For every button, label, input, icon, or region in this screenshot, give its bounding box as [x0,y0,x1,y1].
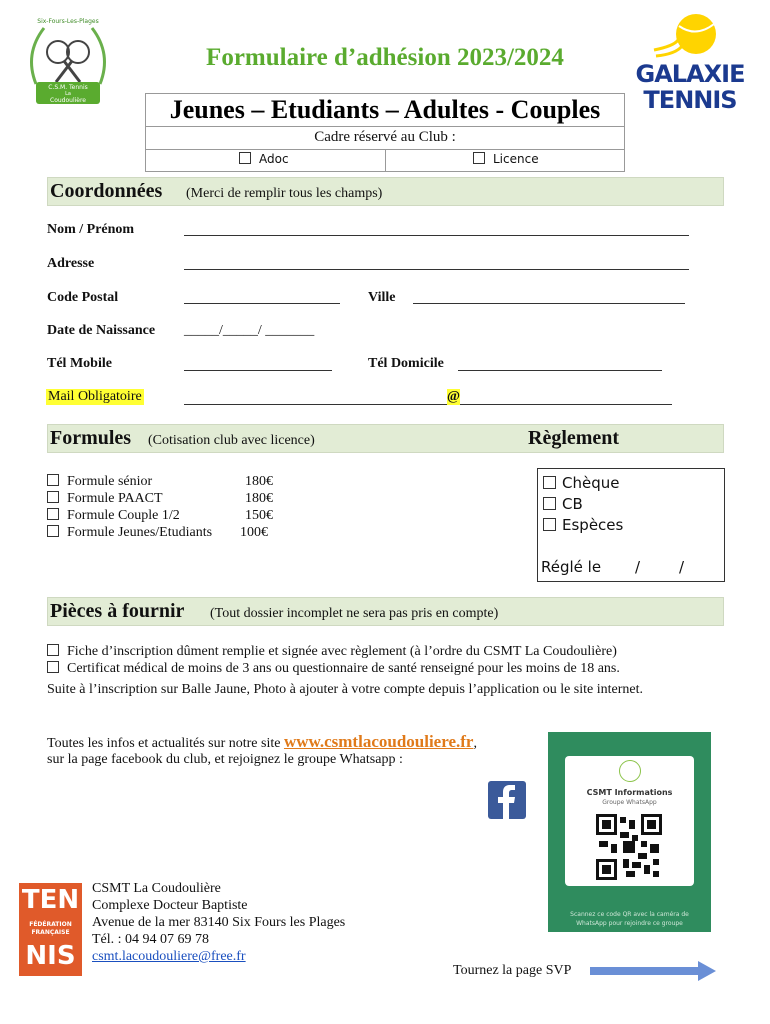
formules-title: Formules [50,427,132,449]
galaxie-text: GALAXIE [635,60,745,88]
naissance-field[interactable]: _____/_____/ _______ [184,323,315,338]
page-title: Formulaire d’adhésion 2023/2024 [206,44,564,71]
formules-header [47,424,724,453]
piece-fiche-label: Fiche d’inscription dûment remplie et signée avec règlement (à l’ordre du CSMT La Coudoulière) [67,644,617,659]
address-line2: Complexe Docteur Baptiste [92,898,248,913]
especes-checkbox[interactable] [543,516,623,534]
infos-comma: , [473,736,477,751]
club-logo [22,14,114,109]
regle-le-label: Réglé le [541,558,602,576]
tel-domicile-label: Tél Domicile [368,356,444,371]
piece-certificat-label: Certificat médical de moins de 3 ans ou questionnaire de santé renseigné pour les moins de 18 ans. [67,661,620,676]
tel-mobile-field[interactable] [184,370,332,371]
reglement-title: Règlement [528,427,620,449]
divider [385,149,386,171]
tel-mobile-label: Tél Mobile [47,356,112,371]
cheque-label: Chèque [562,474,620,492]
checkbox-icon [543,497,556,510]
cheque-checkbox[interactable] [543,474,619,492]
naissance-label: Date de Naissance [47,323,156,338]
checkbox-icon [47,491,59,503]
email-link[interactable]: csmt.lacoudouliere@free.fr [92,949,246,964]
formule-price: 150€ [245,508,273,523]
fft-mid1: FÉDÉRATION [29,921,72,928]
club-logo-text: Six-Fours-Les-Plages [37,18,99,25]
club-address [92,880,345,965]
address-phone: Tél. : 04 94 07 69 78 [92,932,210,947]
cp-field[interactable] [184,303,340,304]
formule-couple[interactable] [47,507,287,524]
infos-text1: Toutes les infos et actualités sur notre site [47,736,281,751]
formule-senior[interactable] [47,473,287,490]
adoc-label: Adoc [259,152,289,166]
checkbox-icon [47,644,59,656]
nom-field[interactable] [184,235,689,236]
galaxie-tennis-logo [634,10,746,118]
checkbox-icon [239,152,251,164]
club-reserved-box [145,127,625,172]
pieces-note: (Tout dossier incomplet ne sera pas pris en compte) [210,606,499,621]
formule-label: Formule sénior [67,474,153,489]
formules-list [47,473,287,541]
formule-paact[interactable] [47,490,287,507]
whatsapp-title: CSMT Informations [586,788,673,797]
checkbox-icon [47,661,59,673]
club-logo-text4: Coudoulière [50,97,86,104]
mail-label: Mail Obligatoire [48,389,142,404]
cp-label: Code Postal [47,290,119,305]
formule-price: 180€ [245,491,273,506]
club-avatar [619,760,641,782]
piece-fiche[interactable] [47,643,617,660]
adresse-label: Adresse [47,256,95,271]
checkbox-icon [543,476,556,489]
tennis-text: TENNIS [643,86,737,114]
tel-domicile-field[interactable] [458,370,662,371]
formule-label: Formule PAACT [67,491,163,506]
coordonnees-title: Coordonnées [50,180,163,202]
pieces-info: Suite à l’inscription sur Balle Jaune, Photo à ajouter à votre compte depuis l’application ou le site internet. [47,682,644,697]
formule-price: 100€ [240,525,268,540]
cb-checkbox[interactable] [543,495,583,513]
pieces-title: Pièces à fournir [50,600,185,622]
checkbox-icon [473,152,485,164]
checkbox-icon [543,518,556,531]
coordonnees-note: (Merci de remplir tous les champs) [186,186,383,201]
checkbox-icon [47,474,59,486]
whatsapp-card [565,756,694,886]
arrow-right-icon [590,961,718,986]
fft-ten: TEN [21,885,80,915]
checkbox-icon [47,508,59,520]
fft-nis: NIS [25,941,76,971]
formule-label: Formule Jeunes/Etudiants [67,525,213,540]
reglement-box [537,468,725,582]
infos-line1 [47,733,477,752]
reserved-title: Cadre réservé au Club : [314,129,456,145]
club-logo-text2: C.S.M. Tennis [48,84,88,91]
date-slash: / [679,558,685,576]
checkbox-icon [47,525,59,537]
especes-label: Espèces [562,516,624,534]
website-link[interactable]: www.csmtlacoudouliere.fr [283,732,474,751]
mail-field[interactable] [184,404,672,405]
whatsapp-subtitle: Groupe WhatsApp [602,799,657,806]
ville-label: Ville [368,290,396,305]
qr-code-icon [596,814,662,885]
fft-tennis-logo [19,883,82,976]
adresse-field[interactable] [184,269,689,270]
licence-checkbox[interactable] [473,152,539,166]
address-line3: Avenue de la mer 83140 Six Fours les Plages [92,915,346,930]
adoc-checkbox[interactable] [239,152,289,166]
formule-label: Formule Couple 1/2 [67,508,180,523]
piece-certificat[interactable] [47,660,620,677]
formule-jeunes[interactable] [47,524,287,541]
whatsapp-footer: Scannez ce code QR avec la caméra de WhatsApp pour rejoindre ce groupe [570,911,689,927]
licence-label: Licence [493,152,539,166]
whatsapp-qr-panel[interactable] [548,732,711,932]
cb-label: CB [562,495,583,513]
at-sign: @ [447,389,461,404]
coordonnees-header [47,177,724,206]
formules-note: (Cotisation club avec licence) [148,433,315,448]
nom-label: Nom / Prénom [47,222,135,237]
facebook-icon[interactable] [488,781,526,819]
fft-mid2: FRANÇAISE [31,929,70,936]
address-line1: CSMT La Coudoulière [92,881,221,896]
ville-field[interactable] [413,303,685,304]
turn-page-text: Tournez la page SVP [453,963,572,978]
club-logo-text3: La [65,91,71,97]
pieces-header [47,597,724,626]
infos-line2: sur la page facebook du club, et rejoignez le groupe Whatsapp : [47,752,403,767]
page-subtitle: Jeunes – Etudiants – Adultes - Couples [145,93,625,127]
date-slash: / [635,558,641,576]
formule-price: 180€ [245,474,273,489]
